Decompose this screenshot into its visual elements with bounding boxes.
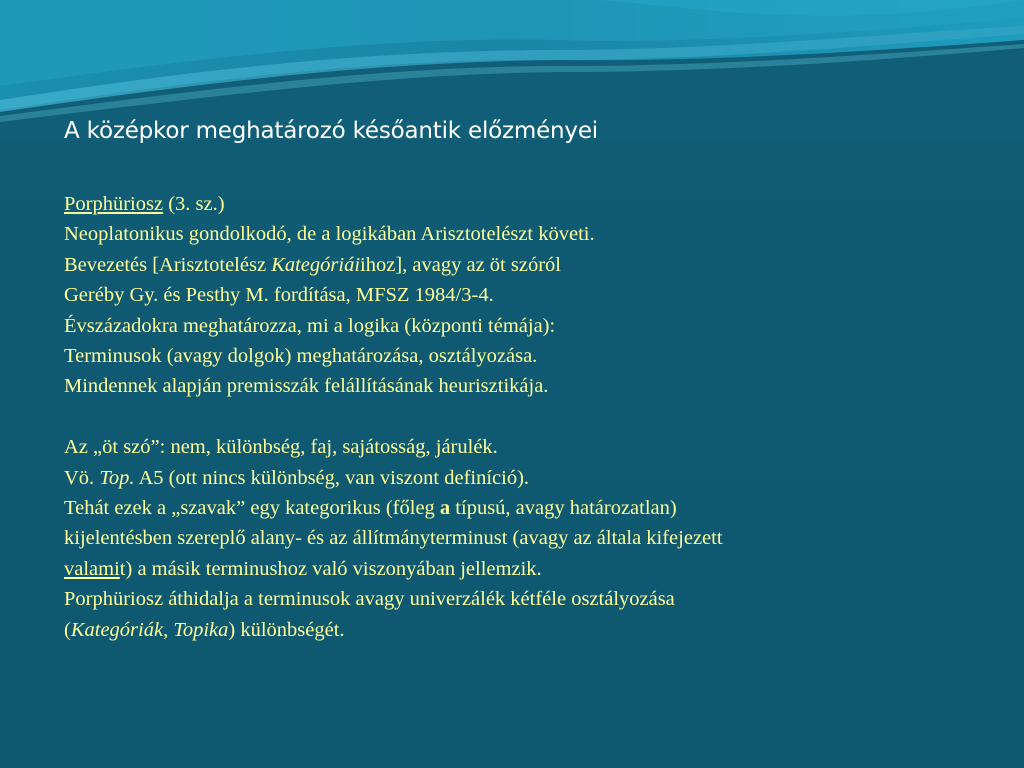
text-line: Porphüriosz áthidalja a terminusok avagy univerzálék kétféle osztályozása xyxy=(64,588,675,611)
porphyrios-date: (3. sz.) xyxy=(163,193,225,215)
text-line: Terminusok (avagy dolgok) meghatározása, osztályozása. xyxy=(64,345,538,368)
text-line: kijelentésben szereplő alany- és az állítmányterminust (avagy az általa kifejezett xyxy=(64,527,723,550)
text-line xyxy=(64,250,964,280)
text-fragment: Tehát ezek a „szavak” egy kategorikus (főleg xyxy=(64,497,440,520)
italic-title: Topika xyxy=(173,618,229,641)
text-line xyxy=(64,554,964,584)
text-line: Neoplatonikus gondolkodó, de a logikában Arisztotelészt követi. xyxy=(64,223,595,246)
text-fragment: ) különbségét. xyxy=(228,618,345,641)
text-line: Az „öt szó”: nem, különbség, faj, sajátosság, járulék. xyxy=(64,436,498,459)
text-fragment: , xyxy=(163,618,174,641)
slide-body xyxy=(64,189,964,645)
italic-title: Kategóriái xyxy=(271,253,361,276)
bold-letter: a xyxy=(439,497,451,520)
text-line: Geréby Gy. és Pesthy M. fordítása, MFSZ 1984/3-4. xyxy=(64,284,494,307)
text-fragment: ( xyxy=(64,618,71,641)
paragraph-gap xyxy=(64,402,964,432)
text-fragment: típusú, avagy határozatlan) xyxy=(450,497,677,520)
underlined-word: valami xyxy=(64,557,120,580)
text-line xyxy=(64,463,964,493)
text-fragment: t) a másik terminushoz való viszonyában jellemzik. xyxy=(119,557,542,580)
text-fragment: Bevezetés [Arisztotelész xyxy=(64,253,272,276)
text-fragment: ihoz], avagy az öt szóról xyxy=(360,253,561,276)
text-line: Évszázadokra meghatározza, mi a logika (központi témája): xyxy=(64,314,556,337)
slide-title: A középkor meghatározó későantik előzményei xyxy=(64,118,598,144)
text-line xyxy=(64,615,964,645)
porphyrios-name: Porphüriosz xyxy=(64,193,164,215)
text-fragment: A5 (ott nincs különbség, van viszont definíció). xyxy=(134,466,530,489)
text-line: Mindennek alapján premisszák felállításának heurisztikája. xyxy=(64,375,549,398)
text-line xyxy=(64,493,964,523)
italic-title: Kategóriák xyxy=(70,618,164,641)
italic-title: Top. xyxy=(99,466,135,489)
text-fragment: Vö. xyxy=(64,466,100,489)
text-line-porphyrios xyxy=(64,189,964,219)
